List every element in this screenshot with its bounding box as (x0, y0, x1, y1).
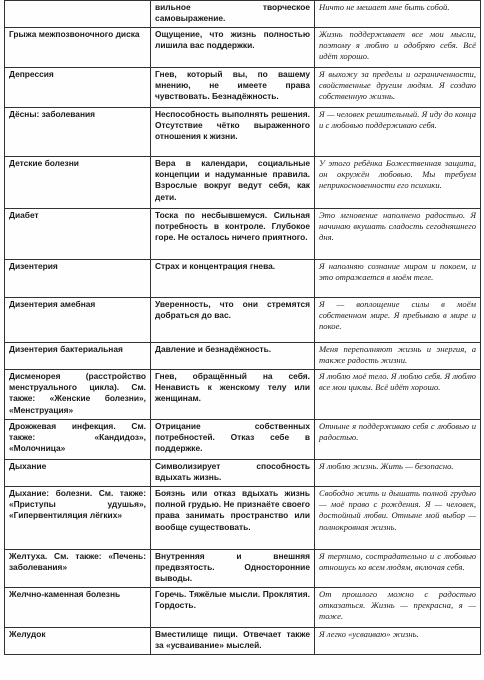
cause-cell: Гнев, обращённый на себя. Ненависть к женскому телу или женщинам. (151, 370, 315, 420)
affirmation-cell: Я терпимо, сострадательно и с любовью отношусь ко всем людям, включая себя. (315, 550, 481, 588)
problem-cell (5, 1, 151, 28)
table-row (5, 370, 481, 420)
affirmation-cell: Ничто не мешает мне быть собой. (315, 1, 481, 28)
table-row (5, 108, 481, 157)
table-row (5, 298, 481, 343)
cause-cell: Отрицание собственных потребностей. Отказ себе в поддержке. (151, 420, 315, 460)
table-row (5, 550, 481, 588)
problem-cell: Желудок (5, 628, 151, 655)
problem-cell: Депрессия (5, 68, 151, 108)
affirmation-cell: Я легко «усваиваю» жизнь. (315, 628, 481, 655)
affirmation-cell: Я люблю моё тело. Я люблю себя. Я люблю все мои циклы. Всё идёт хорошо. (315, 370, 481, 420)
problem-cell: Желчно-каменная болезнь (5, 588, 151, 628)
table-body (5, 1, 481, 655)
cause-cell: Вместилище пищи. Отвечает также за «усваивание» мыслей. (151, 628, 315, 655)
affirmation-cell: Я выхожу за пределы и ограниченности, свойственные другим людям. Я создаю собственную жизнь. (315, 68, 481, 108)
table-row (5, 460, 481, 487)
problem-cell: Дёсны: заболевания (5, 108, 151, 157)
cause-cell: Боязнь или отказ вдыхать жизнь полной грудью. Не признаёте своего права занимать пространство или вообще существовать. (151, 487, 315, 550)
cause-cell: Символизирует способность вдыхать жизнь. (151, 460, 315, 487)
table-row (5, 588, 481, 628)
problem-cell: Дизентерия бактериальная (5, 343, 151, 370)
affirmation-cell: У этого ребёнка Божественная защита, он окружён любовью. Мы требуем неприкосновенности его психики. (315, 157, 481, 209)
table-row (5, 628, 481, 655)
table-row (5, 209, 481, 260)
problem-cell: Диабет (5, 209, 151, 260)
affirmation-cell: Я наполняю сознание миром и покоем, и это отражается в моём теле. (315, 260, 481, 298)
affirmation-cell: Это мгновение наполнено радостью. Я начинаю вкушать сладость сегодняшнего дня. (315, 209, 481, 260)
affirmation-cell: От прошлого можно с радостью отказаться. Жизнь — прекрасна, я — тоже. (315, 588, 481, 628)
diseases-table (4, 0, 481, 655)
affirmation-cell: Я — человек решительный. Я иду до конца и с любовью поддерживаю себя. (315, 108, 481, 157)
cause-cell: Тоска по несбывшемуся. Сильная потребность в контроле. Глубокое горе. Не осталось ничего приятного. (151, 209, 315, 260)
table-row (5, 157, 481, 209)
table-row (5, 420, 481, 460)
cause-cell: Горечь. Тяжёлые мысли. Проклятия. Гордость. (151, 588, 315, 628)
table-row (5, 260, 481, 298)
affirmation-cell: Свободно жить и дышать полной грудью — моё право с рождения. Я — человек, достойный любви. Отныне мой выбор — полнокровная жизнь. (315, 487, 481, 550)
affirmation-cell: Жизнь поддерживает все мои мысли, поэтому я люблю и одобряю себя. Всё идёт хорошо. (315, 28, 481, 68)
cause-cell: Уверенность, что они стремятся добраться до вас. (151, 298, 315, 343)
cause-cell: Давление и безнадёжность. (151, 343, 315, 370)
cause-cell: вильное творческое самовыражение. (151, 1, 315, 28)
table-row (5, 28, 481, 68)
affirmation-cell: Я люблю жизнь. Жить — безопасно. (315, 460, 481, 487)
problem-cell: Дыхание (5, 460, 151, 487)
problem-cell: Дисменорея (расстройство менструального цикла). См. также: «Женские болезни», «Менструация» (5, 370, 151, 420)
problem-cell: Дрожжевая инфекция. См. также: «Кандидоз», «Молочница» (5, 420, 151, 460)
affirmation-cell: Я — воплощение силы в моём собственном мире. Я пребываю в мире и покое. (315, 298, 481, 343)
problem-cell: Дизентерия амебная (5, 298, 151, 343)
cause-cell: Ощущение, что жизнь полностью лишила вас поддержки. (151, 28, 315, 68)
table-row (5, 343, 481, 370)
problem-cell: Дыхание: болезни. См. также: «Приступы удушья», «Гипервентиляция лёгких» (5, 487, 151, 550)
cause-cell: Гнев, который вы, по вашему мнению, не имеете права чувствовать. Безнадёжность. (151, 68, 315, 108)
cause-cell: Неспособность выполнять решения. Отсутствие чётко выраженного отношения к жизни. (151, 108, 315, 157)
cause-cell: Страх и концентрация гнева. (151, 260, 315, 298)
problem-cell: Детские болезни (5, 157, 151, 209)
table-row (5, 1, 481, 28)
affirmation-cell: Меня переполняют жизнь и энергия, а также радость жизни. (315, 343, 481, 370)
cause-cell: Внутренняя и внешняя предвзятость. Односторонние выводы. (151, 550, 315, 588)
problem-cell: Грыжа межпозвоночного диска (5, 28, 151, 68)
table-row (5, 68, 481, 108)
cause-cell: Вера в календари, социальные концепции и надуманные правила. Взрослые вокруг ведут себя, как дети. (151, 157, 315, 209)
table-row (5, 487, 481, 550)
affirmation-cell: Отныне я поддерживаю себя с любовью и радостью. (315, 420, 481, 460)
problem-cell: Дизентерия (5, 260, 151, 298)
problem-cell: Желтуха. См. также: «Печень: заболевания» (5, 550, 151, 588)
